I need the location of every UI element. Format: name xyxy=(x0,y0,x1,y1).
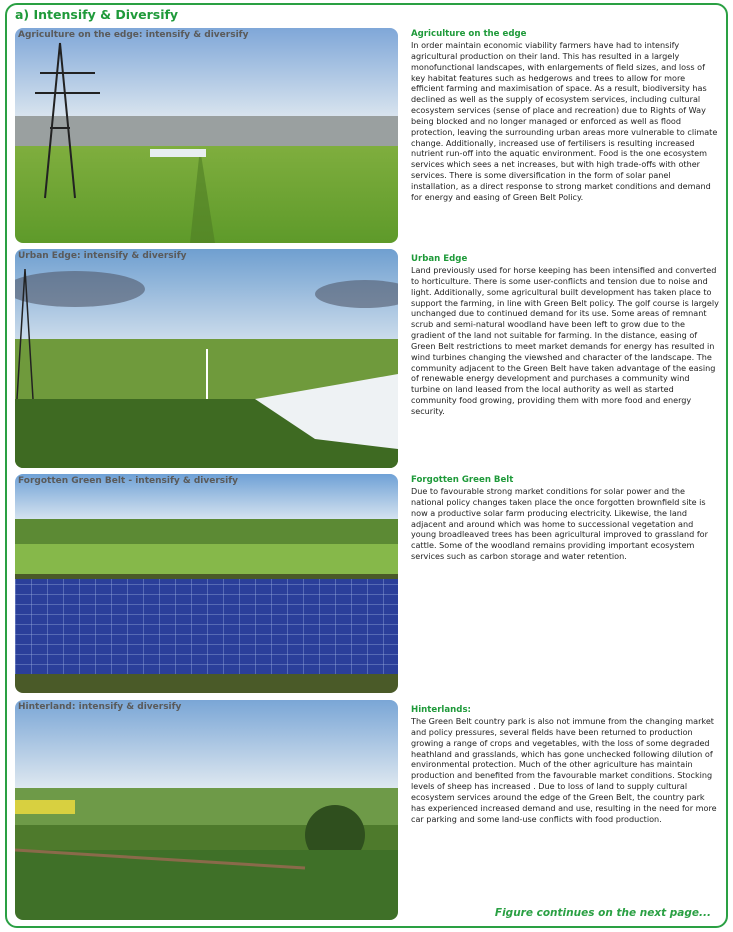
text-urban-edge xyxy=(411,254,719,417)
text-agriculture-edge xyxy=(411,29,719,203)
section-body: The Green Belt country park is also not immune from the changing market and policy pressures, several fields have been returned to production growing a range of crops and vegetables, with the loss of some degraded heathland and grasslands, which has gone unchecked following dilution of environmental protection. Much of the other agriculture has maintain production and benefited from the favourable market conditions. Stocking levels of sheep has increased . Due to loss of land to supply cultural ecosystem services around the edge of the Green Belt, the country park has experienced increased demand and use, resulting in the need for more car parking and some land-use conflicts with food production. xyxy=(411,716,717,824)
section-heading: Forgotten Green Belt xyxy=(411,475,514,485)
photo-hinterland xyxy=(15,700,398,920)
photo-urban-edge xyxy=(15,249,398,468)
section-heading: Hinterlands: xyxy=(411,705,471,715)
section-body: Due to favourable strong market conditions for solar power and the national policy changes taken place the once forgotten brownfield site is now a productive solar farm producing electricity. Likewise, the land adjacent and around which was home to successional vegetation and young broadleaved trees has been agricultural improved to grassland for cattle. Some of the woodland remains providing important ecosystem services such as carbon storage and water retention. xyxy=(411,486,708,562)
photo-caption: Hinterland: intensify & diversify xyxy=(18,702,182,712)
photo-caption: Agriculture on the edge: intensify & diversify xyxy=(18,30,249,40)
section-heading: Urban Edge xyxy=(411,254,468,264)
section-body: Land previously used for horse keeping has been intensified and converted to horticulture. There is some user-conflicts and tension due to noise and light. Additionally, some agricultural built development has taken place to support the farming, in line with Green Belt policy. The golf course is largely unchanged due to continued demand for its use. Some areas of remnant scrub and semi-natural woodland have been left to grow due to the gradient of the land not suitable for farming. In the distance, easing of Green Belt restrictions to meet market demands for energy has resulted in wind turbines changing the viewshed and character of the landscape. The community adjacent to the Green Belt have taken advantage of the easing of renewable energy development and purchases a community wind turbine on land leased from the local authority as well as started community food growing, providing them with more food and energy security. xyxy=(411,265,719,416)
photo-caption: Forgotten Green Belt - intensify & diversify xyxy=(18,476,239,486)
section-body: In order maintain economic viability farmers have had to intensify agricultural production on their land. This has resulted in a largely monofunctional landscapes, with enlargements of field sizes, and loss of key habitat features such as hedgerows and trees to allow for more efficient farming and maximisation of space. As a result, biodiversity has declined as well as the supply of ecosystem services, including cultural ecosystem services (sense of place and recreation) due to Rights of Way being blocked and no longer managed or enforced as well as flood protection, leaving the surrounding urban areas more vulnerable to climate change. Additionally, increased use of fertilisers is resulting increased nutrient run-off into the aquatic environment. Food is the one ecosystem services which sees a net increases, but with high trade-offs with other services. There is some diversification in the form of solar panel installation, as a direct response to strong market conditions and demand for energy and easing of Green Belt Policy. xyxy=(411,40,718,202)
photo-forgotten-green-belt xyxy=(15,474,398,693)
photo-agriculture-edge xyxy=(15,28,398,243)
section-heading: Agriculture on the edge xyxy=(411,29,527,39)
section-title: a) Intensify & Diversify xyxy=(15,7,179,22)
text-forgotten-green-belt xyxy=(411,475,719,562)
text-hinterlands xyxy=(411,705,719,824)
photo-caption: Urban Edge: intensify & diversify xyxy=(18,251,187,261)
continuation-note: Figure continues on the next page... xyxy=(494,907,711,919)
